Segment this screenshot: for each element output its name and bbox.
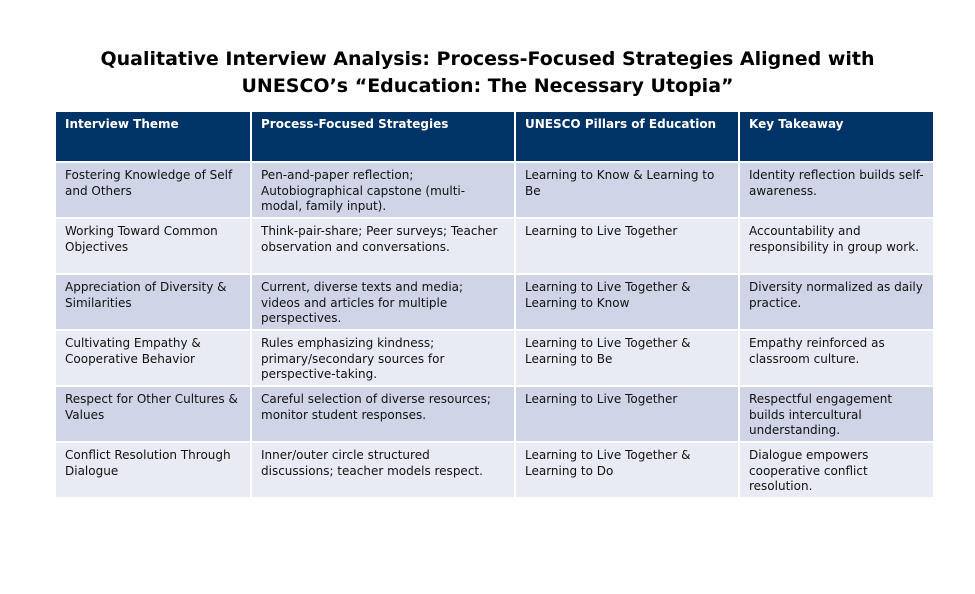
cell-interview-theme: Fostering Knowledge of Self and Others [56, 162, 251, 218]
cell-unesco-pillars: Learning to Live Together & Learning to Be [515, 330, 739, 386]
cell-process-strategies: Inner/outer circle structured discussions; teacher models respect. [251, 442, 515, 498]
cell-key-takeaway: Diversity normalized as daily practice. [739, 274, 933, 330]
cell-key-takeaway: Respectful engagement builds intercultural understanding. [739, 386, 933, 442]
cell-key-takeaway: Accountability and responsibility in group work. [739, 218, 933, 274]
cell-interview-theme: Working Toward Common Objectives [56, 218, 251, 274]
table-row [56, 162, 933, 218]
cell-process-strategies: Careful selection of diverse resources; monitor student responses. [251, 386, 515, 442]
header-process-strategies: Process-Focused Strategies [251, 112, 515, 162]
page-title [0, 46, 975, 100]
cell-unesco-pillars: Learning to Live Together & Learning to Know [515, 274, 739, 330]
table-row [56, 386, 933, 442]
table-row [56, 274, 933, 330]
header-interview-theme: Interview Theme [56, 112, 251, 162]
cell-key-takeaway: Empathy reinforced as classroom culture. [739, 330, 933, 386]
cell-interview-theme: Conflict Resolution Through Dialogue [56, 442, 251, 498]
table-row [56, 442, 933, 498]
cell-key-takeaway: Identity reflection builds self-awareness. [739, 162, 933, 218]
title-line-1: Qualitative Interview Analysis: Process-Focused Strategies Aligned with [100, 48, 875, 70]
cell-process-strategies: Pen-and-paper reflection; Autobiographical capstone (multi-modal, family input). [251, 162, 515, 218]
title-line-2: UNESCO’s “Education: The Necessary Utopia” [241, 75, 734, 97]
table-header-row [56, 112, 933, 162]
cell-interview-theme: Respect for Other Cultures & Values [56, 386, 251, 442]
cell-unesco-pillars: Learning to Live Together & Learning to Do [515, 442, 739, 498]
cell-process-strategies: Current, diverse texts and media; videos and articles for multiple perspectives. [251, 274, 515, 330]
cell-key-takeaway: Dialogue empowers cooperative conflict resolution. [739, 442, 933, 498]
cell-interview-theme: Cultivating Empathy & Cooperative Behavior [56, 330, 251, 386]
cell-unesco-pillars: Learning to Live Together [515, 386, 739, 442]
cell-process-strategies: Rules emphasizing kindness; primary/secondary sources for perspective-taking. [251, 330, 515, 386]
cell-process-strategies: Think-pair-share; Peer surveys; Teacher observation and conversations. [251, 218, 515, 274]
cell-interview-theme: Appreciation of Diversity & Similarities [56, 274, 251, 330]
header-key-takeaway: Key Takeaway [739, 112, 933, 162]
table-row [56, 330, 933, 386]
analysis-table [56, 112, 933, 499]
cell-unesco-pillars: Learning to Know & Learning to Be [515, 162, 739, 218]
table-row [56, 218, 933, 274]
cell-unesco-pillars: Learning to Live Together [515, 218, 739, 274]
header-unesco-pillars: UNESCO Pillars of Education [515, 112, 739, 162]
